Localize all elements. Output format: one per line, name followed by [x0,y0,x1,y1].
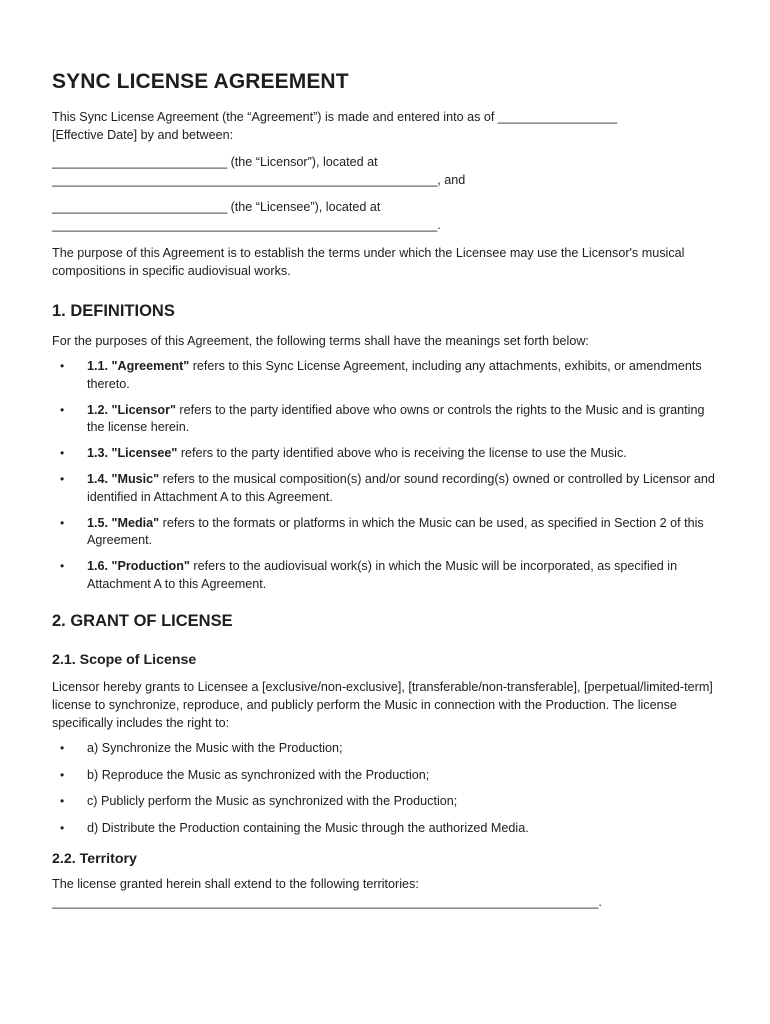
licensor-line-2: _______________________________________________________, and [52,173,466,187]
intro-paragraph [52,108,724,144]
intro-line-1: This Sync License Agreement (the “Agreement”) is made and entered into as of _________________ [52,110,617,124]
bullet-icon: • [60,402,65,417]
definition-term: 1.4. "Music" [87,472,160,486]
bullet-icon: • [60,359,65,373]
licensee-line-2: _______________________________________________________. [52,218,441,232]
licensee-block [52,198,724,234]
right-item [52,740,724,758]
licensor-line-1: _________________________ (the “Licensor”), located at [52,155,378,169]
licensor-block [52,153,724,189]
right-item [52,793,724,811]
scope-paragraph: Licensor hereby grants to Licensee a [exclusive/non-exclusive], [transferable/non-transferable], [perpetual/limited-term] license to synchronize, reproduce, and publicly perform the Music in connection with the Production. The license specifically includes the right to: [52,680,713,730]
definition-item [52,515,724,550]
definition-text: refers to this Sync License Agreement, including any attachments, exhibits, or amendments thereto. [87,359,702,391]
document-page [52,66,724,911]
bullet-icon: • [60,741,65,755]
document-title: SYNC LICENSE AGREEMENT [52,70,349,93]
definition-text: refers to the party identified above who owns or controls the rights to the Music and is granting the license herein. [87,402,705,434]
bullet-icon: • [60,515,65,530]
right-text: c) Publicly perform the Music as synchronized with the Production; [87,794,458,808]
licensee-line-1: _________________________ (the “Licensee”), located at [52,200,381,214]
purpose-paragraph: The purpose of this Agreement is to establish the terms under which the Licensee may use the Licensor's musical compositions in specific audiovisual works. [52,246,685,278]
intro-line-2: [Effective Date] by and between: [52,128,234,142]
bullet-icon: • [60,820,65,835]
scope-heading: 2.1. Scope of License [52,652,197,668]
definitions-intro: For the purposes of this Agreement, the following terms shall have the meanings set forth below: [52,334,589,348]
definitions-list [52,358,724,593]
territory-blank-line: ______________________________________________________________________________. [52,895,602,909]
definition-text: refers to the formats or platforms in which the Music can be used, as specified in Section 2 of this Agreement. [87,515,704,547]
bullet-icon: • [60,446,65,460]
definition-item [52,558,724,593]
right-text: a) Synchronize the Music with the Production; [87,741,343,755]
bullet-icon: • [60,767,65,782]
definition-term: 1.3. "Licensee" [87,446,178,460]
definition-item [52,358,724,393]
definition-item [52,402,724,437]
definition-text: refers to the musical composition(s) and/or sound recording(s) owned or controlled by Licensor and identified in Attachment A to this Agreement. [87,472,715,504]
definition-term: 1.5. "Media" [87,515,160,530]
definition-item [52,471,724,506]
right-item [52,767,724,785]
bullet-icon: • [60,472,65,486]
bullet-icon: • [60,794,65,808]
right-text: d) Distribute the Production containing the Music through the authorized Media. [87,820,529,835]
rights-list [52,740,724,837]
definition-text: refers to the audiovisual work(s) in which the Music will be incorporated, as specified in Attachment A to this Agreement. [87,559,678,591]
grant-heading: 2. GRANT OF LICENSE [52,612,233,630]
right-text: b) Reproduce the Music as synchronized with the Production; [87,767,430,782]
definition-item [52,445,724,463]
territory-paragraph: The license granted herein shall extend to the following territories: [52,877,419,891]
right-item [52,820,724,838]
definitions-heading: 1. DEFINITIONS [52,302,175,320]
definition-text: refers to the party identified above who is receiving the license to use the Music. [177,446,627,460]
bullet-icon: • [60,559,65,573]
territory-heading: 2.2. Territory [52,851,137,867]
definition-term: 1.6. "Production" [87,559,190,573]
definition-term: 1.1. "Agreement" [87,359,190,373]
definition-term: 1.2. "Licensor" [87,402,176,417]
